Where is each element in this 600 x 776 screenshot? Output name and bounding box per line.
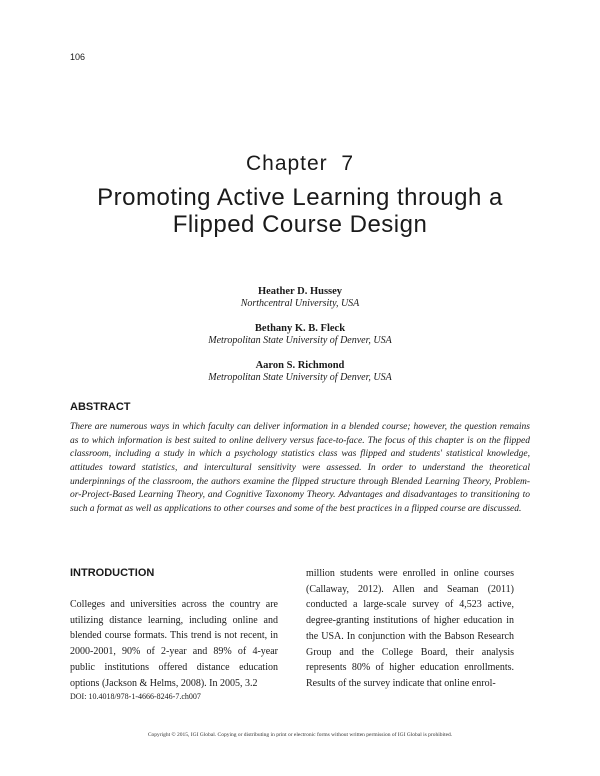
- introduction-left-column: Colleges and universities across the country are utilizing distance learning, including online and blended course formats. This trend is not recent, in 2000-2001, 90% of 2-year and 89% of 4-year public institutions offered distance education options (Jackson & Helms, 2008). In 2005, 3.2: [70, 599, 278, 689]
- author-affiliation: Northcentral University, USA: [240, 298, 360, 309]
- introduction-right-column: million students were enrolled in online courses (Callaway, 2012). Allen and Seaman (2011) conducted a large-scale survey of 4,523 active, degree-granting institutions of higher education in the USA. In conjunction with the Babson Research Group and the College Board, their analysis represents 80% of higher education enrollments. Results of the survey indicate that online enrol-: [306, 568, 514, 689]
- author-list: [0, 285, 600, 396]
- author-block: [0, 322, 600, 347]
- chapter-label: Chapter 7: [245, 152, 355, 175]
- chapter-title: Promoting Active Learning through a Flipped Course Design: [97, 184, 503, 238]
- author-block: [0, 359, 600, 384]
- author-block: [0, 285, 600, 310]
- abstract-text: There are numerous ways in which faculty can deliver information in a blended course; however, the question remains as to which information is best suited to online delivery versus face-to-face. The focus of this chapter is on the flipped classroom, including a study in which a psychology statistics class was flipped and students' statistical knowledge, attitudes toward statistics, and intercultural sensitivity were assessed. In order to understand the theoretical underpinnings of the classroom, the authors examine the flipped structure through Blended Learning Theory, Problem-or-Project-Based Learning Theory, and Cognitive Taxonomy Theory. Advantages and disadvantages to transitioning to such a format as well as applications to other courses and some of the best practices in a flipped course are discussed.: [70, 422, 530, 514]
- page-number: 106: [70, 52, 86, 62]
- author-affiliation: Metropolitan State University of Denver, USA: [208, 335, 392, 346]
- copyright-notice: Copyright © 2015, IGI Global. Copying or distributing in print or electronic forms without written permission of IGI Global is prohibited.: [147, 732, 453, 738]
- introduction-heading: INTRODUCTION: [70, 567, 155, 579]
- author-name: Heather D. Hussey: [257, 286, 343, 297]
- author-affiliation: Metropolitan State University of Denver, USA: [208, 372, 392, 383]
- author-name: Aaron S. Richmond: [255, 360, 345, 371]
- doi: DOI: 10.4018/978-1-4666-8246-7.ch007: [70, 692, 201, 701]
- abstract-heading: ABSTRACT: [70, 401, 131, 413]
- author-name: Bethany K. B. Fleck: [254, 323, 346, 334]
